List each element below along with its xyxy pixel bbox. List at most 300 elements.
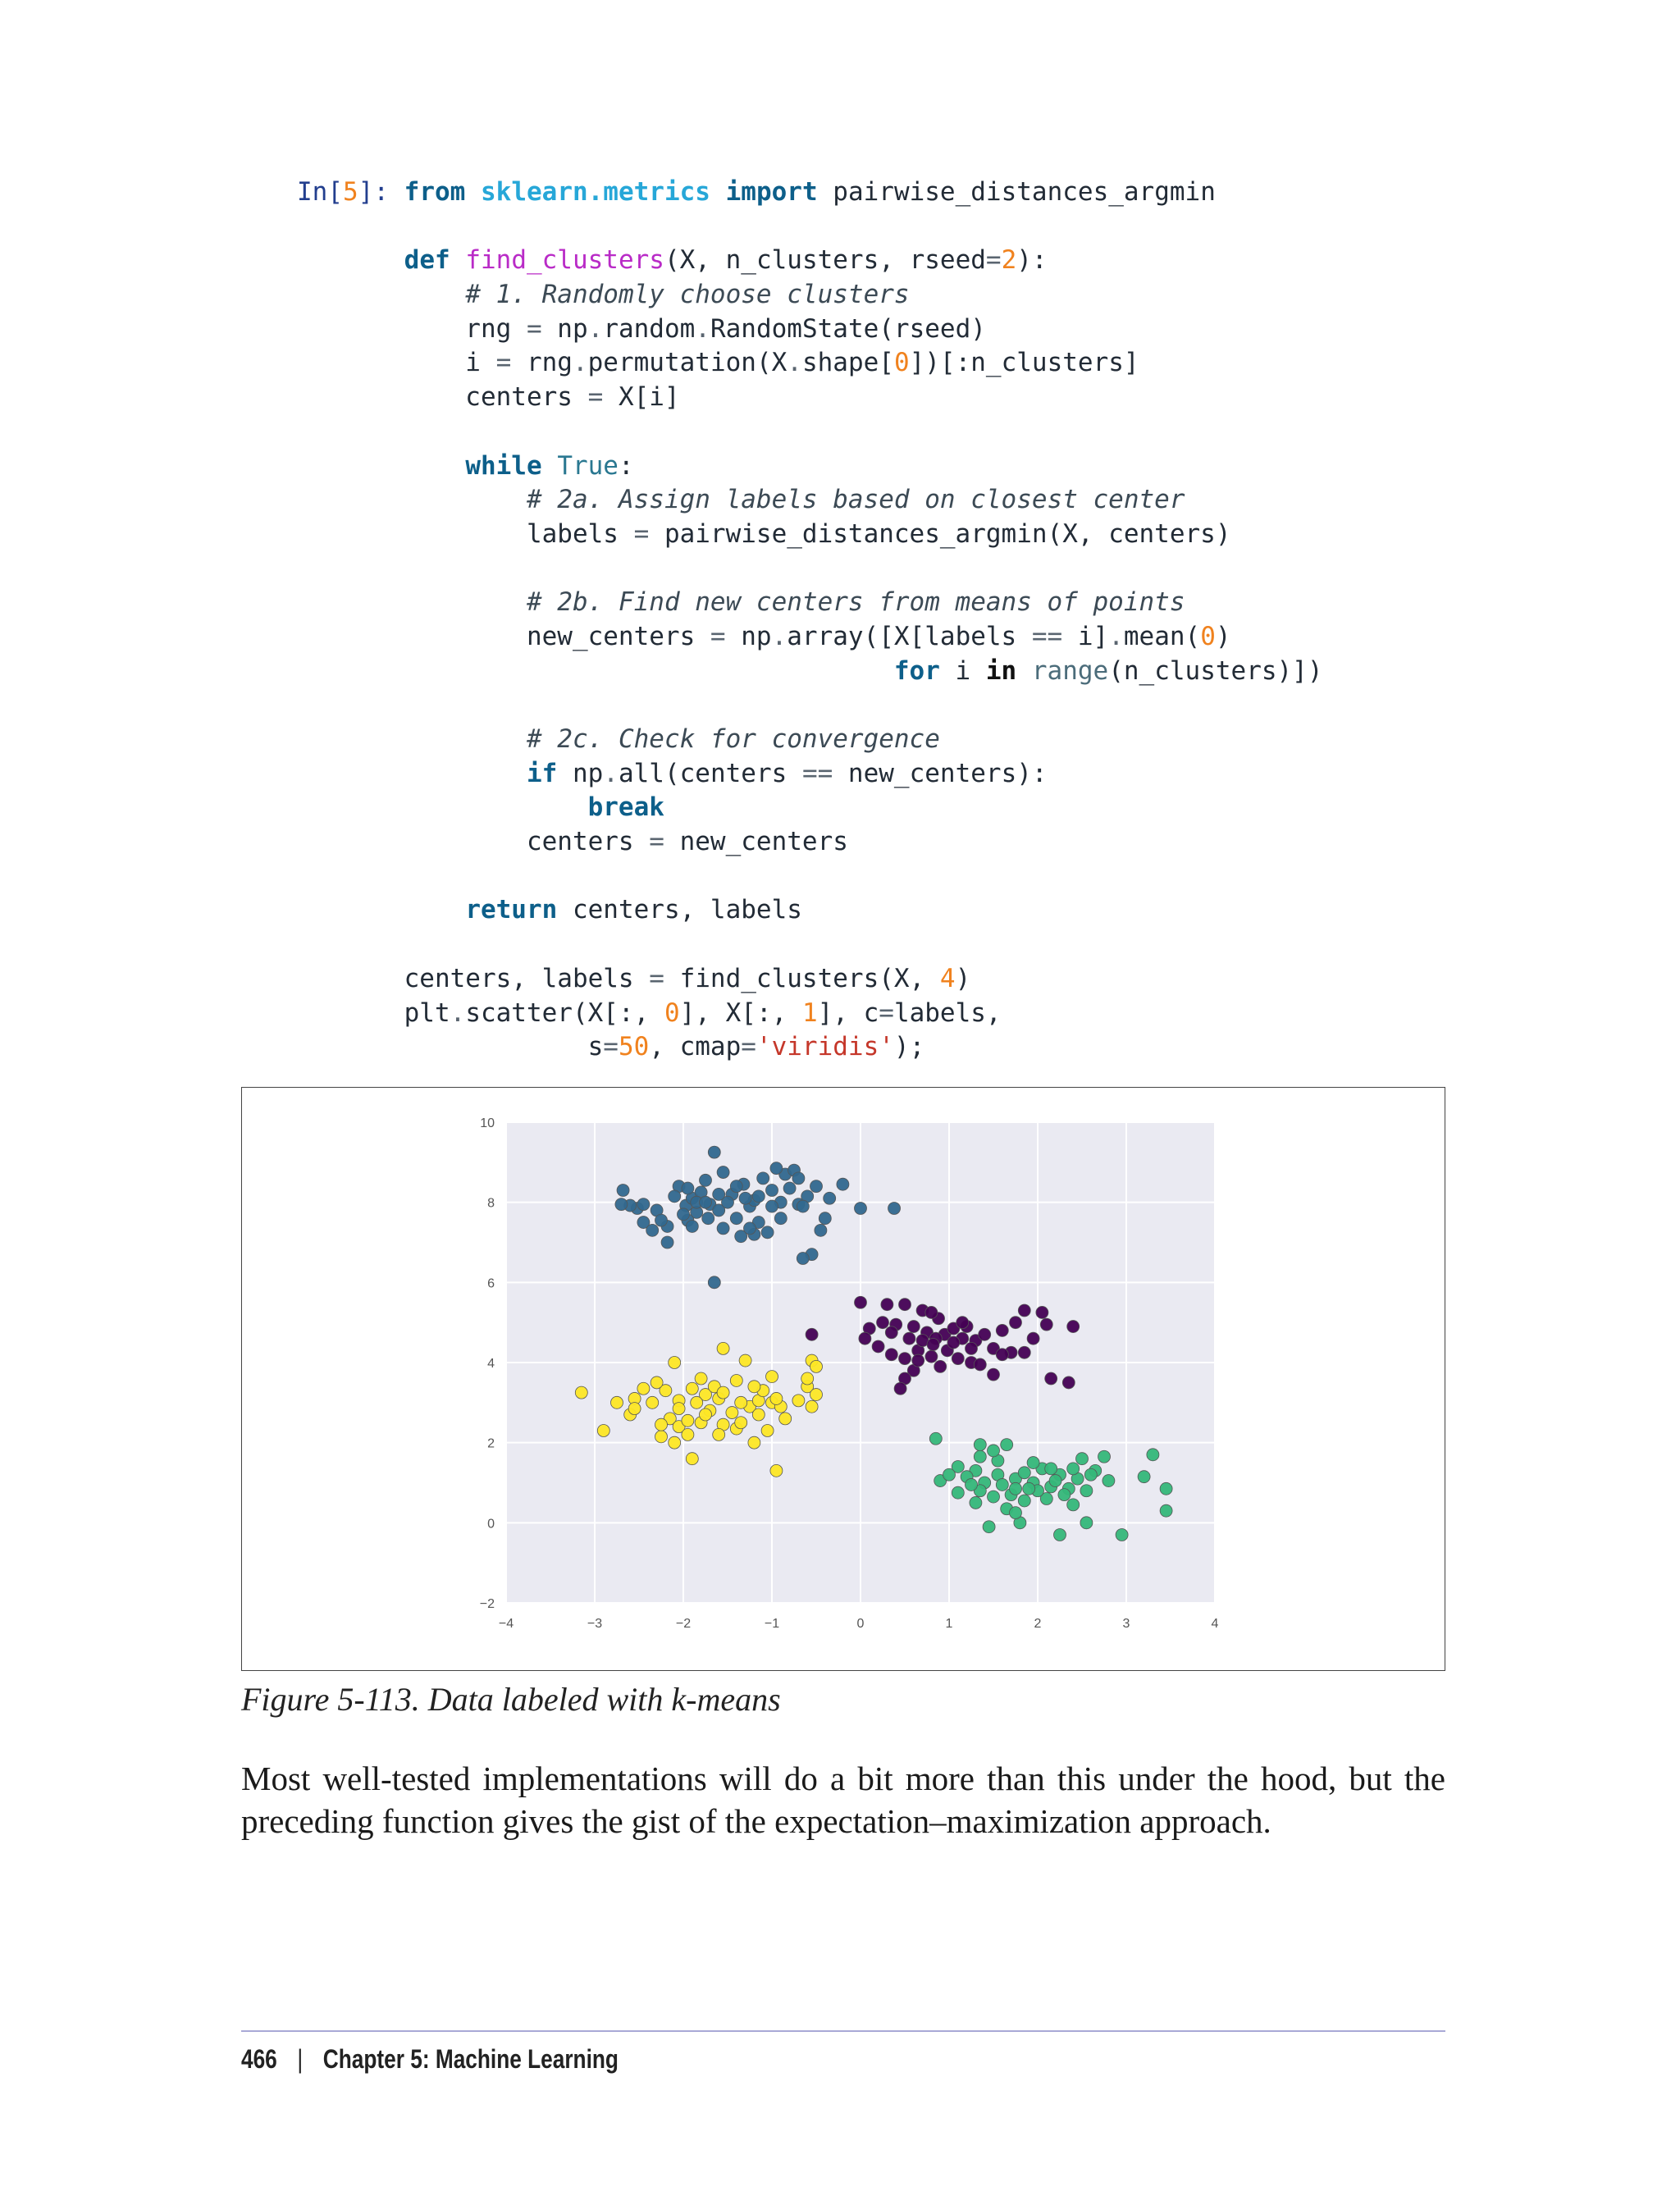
data-point (988, 1368, 1000, 1381)
code-token: centers, labels (557, 895, 802, 925)
code-line (297, 415, 1323, 450)
data-point (761, 1425, 774, 1437)
data-point (739, 1354, 751, 1367)
data-point (1116, 1528, 1128, 1541)
code-token: = (587, 382, 604, 413)
data-point (907, 1321, 920, 1333)
code-token: range (1031, 655, 1109, 686)
figure-frame (241, 1087, 1445, 1671)
y-tick-label: −2 (479, 1597, 495, 1611)
code-line (297, 346, 1323, 381)
code-line (297, 210, 1323, 244)
code-token (297, 451, 465, 481)
data-point (761, 1226, 774, 1239)
data-point (1027, 1332, 1039, 1344)
data-point (646, 1396, 659, 1408)
data-point (899, 1299, 911, 1311)
code-token: np (557, 758, 604, 788)
data-point (783, 1182, 796, 1194)
data-point (702, 1212, 714, 1225)
code-token (297, 280, 465, 309)
data-point (1045, 1463, 1057, 1475)
data-point (1102, 1475, 1115, 1487)
data-point (952, 1486, 964, 1499)
y-tick-label: 8 (487, 1196, 495, 1211)
code-token: 1 (801, 998, 818, 1028)
code-token: = (741, 1032, 756, 1062)
code-token: (n_clusters)]) (1108, 655, 1323, 686)
code-token: ], c (817, 998, 879, 1028)
code-token: = (710, 621, 726, 651)
code-token: i (297, 348, 496, 378)
data-point (682, 1428, 694, 1440)
code-token: . (603, 758, 619, 788)
y-tick-label: 0 (487, 1517, 495, 1532)
code-token: find_clusters (465, 245, 664, 276)
code-token: = (985, 245, 1002, 276)
code-token: random (603, 313, 696, 344)
code-token: . (1108, 621, 1124, 651)
data-point (730, 1374, 742, 1386)
code-token (297, 656, 894, 686)
data-point (974, 1450, 986, 1463)
data-point (1160, 1504, 1172, 1517)
data-point (1160, 1482, 1172, 1495)
data-point (770, 1162, 783, 1175)
code-token: . (695, 313, 710, 344)
data-point (708, 1146, 720, 1158)
code-token (297, 895, 465, 924)
data-point (713, 1188, 725, 1200)
data-point (824, 1192, 836, 1204)
data-point (615, 1198, 628, 1211)
data-point (770, 1464, 783, 1477)
data-point (1018, 1346, 1030, 1358)
x-tick-label: −2 (675, 1617, 692, 1631)
data-point (678, 1208, 690, 1221)
data-point (739, 1192, 751, 1204)
code-token: array([X[labels (787, 621, 1032, 651)
code-line (297, 757, 1323, 792)
data-point (988, 1491, 1000, 1503)
data-point (1067, 1499, 1080, 1511)
code-token: : (618, 450, 634, 481)
code-line (297, 655, 1323, 689)
code-line (297, 860, 1323, 894)
code-token: # 1. Randomly choose clusters (465, 280, 910, 310)
data-point (912, 1354, 924, 1367)
body-paragraph: Most well-tested implementations will do a bit more than this under the hood, but the preceding function gives the gist of the expectation–maximization approach. (241, 1760, 1445, 1840)
code-token: ); (893, 1032, 925, 1062)
code-token: 'viridis' (756, 1032, 894, 1062)
data-point (970, 1496, 982, 1509)
code-token: 2 (1001, 245, 1017, 276)
data-point (1027, 1457, 1039, 1469)
code-line (297, 928, 1323, 962)
code-token (710, 177, 726, 207)
code-token: X[i] (603, 382, 680, 413)
code-token (450, 245, 466, 275)
code-token: ): (1016, 245, 1048, 276)
code-token: for (893, 655, 940, 686)
data-point (1010, 1507, 1022, 1519)
data-point (1058, 1489, 1071, 1501)
code-line (297, 997, 1323, 1031)
data-point (927, 1339, 939, 1351)
code-cell (297, 176, 1323, 1065)
x-tick-label: −1 (764, 1617, 780, 1631)
data-point (682, 1414, 694, 1427)
code-token: 4 (939, 963, 956, 993)
code-token (1016, 656, 1032, 686)
page-number: 466 (241, 2044, 277, 2074)
code-token (297, 245, 404, 275)
y-tick-label: 2 (487, 1436, 495, 1451)
code-token: 5 (343, 177, 358, 207)
data-point (947, 1336, 960, 1349)
code-line (297, 688, 1323, 723)
data-point (700, 1196, 712, 1208)
code-token: mean( (1123, 621, 1201, 651)
data-point (855, 1202, 867, 1214)
data-point (752, 1190, 765, 1203)
data-point (792, 1172, 805, 1185)
code-line (297, 313, 1323, 347)
code-token: . (787, 348, 802, 378)
data-point (888, 1202, 901, 1214)
data-point (779, 1413, 792, 1425)
data-point (872, 1340, 884, 1353)
data-point (792, 1395, 805, 1407)
code-token: = (495, 348, 512, 378)
data-point (797, 1253, 809, 1265)
code-line (297, 1030, 1323, 1065)
data-point (691, 1396, 703, 1408)
code-token: sklearn.metrics (481, 177, 710, 207)
data-point (1018, 1495, 1030, 1507)
data-point (952, 1353, 964, 1365)
code-token (297, 724, 527, 754)
code-token: centers (297, 827, 650, 857)
data-point (1023, 1482, 1035, 1495)
data-point (974, 1358, 986, 1371)
code-token: break (587, 792, 664, 823)
code-token: RandomState(rseed) (710, 313, 986, 344)
code-token: all(centers (618, 758, 802, 788)
data-point (1018, 1467, 1030, 1479)
code-token: == (1031, 621, 1063, 651)
data-point (934, 1360, 947, 1372)
code-token: rng (297, 313, 527, 344)
code-token: labels, (893, 998, 1002, 1028)
data-point (903, 1332, 915, 1344)
data-point (713, 1428, 725, 1440)
data-point (744, 1222, 756, 1235)
data-point (929, 1432, 942, 1445)
chapter-title: Chapter 5: Machine Learning (322, 2044, 619, 2074)
code-token: 50 (618, 1032, 650, 1062)
data-point (956, 1317, 969, 1329)
x-tick-label: 3 (1122, 1617, 1130, 1631)
data-point (996, 1324, 1008, 1336)
data-point (686, 1220, 698, 1232)
code-line (297, 586, 1323, 620)
code-token: . (572, 348, 588, 378)
data-point (717, 1386, 729, 1399)
data-point (695, 1372, 707, 1385)
code-token: while (465, 450, 542, 481)
data-point (1138, 1471, 1150, 1483)
data-point (655, 1431, 668, 1443)
code-token: new_centers (664, 827, 848, 857)
code-line (297, 552, 1323, 587)
data-point (661, 1236, 673, 1249)
data-point (1147, 1449, 1159, 1461)
code-token: In[ (297, 177, 343, 207)
code-line (297, 483, 1323, 518)
code-line (297, 620, 1323, 655)
data-point (1036, 1306, 1048, 1318)
code-token: centers (297, 382, 588, 413)
data-point (611, 1396, 623, 1408)
data-point (597, 1425, 609, 1437)
data-point (770, 1392, 783, 1404)
data-point (974, 1439, 986, 1451)
code-token: pairwise_distances_argmin(X, centers) (649, 518, 1231, 549)
data-point (717, 1222, 729, 1235)
data-point (686, 1382, 698, 1395)
data-point (996, 1349, 1008, 1361)
code-token (465, 177, 481, 207)
code-token (297, 485, 527, 514)
data-point (774, 1212, 787, 1225)
data-point (1062, 1376, 1075, 1389)
data-point (1010, 1482, 1022, 1495)
code-token: ) (1215, 621, 1231, 651)
data-point (752, 1408, 765, 1421)
x-tick-label: 2 (1034, 1617, 1042, 1631)
data-point (943, 1468, 956, 1481)
data-point (651, 1376, 663, 1389)
data-point (682, 1182, 694, 1194)
code-token: , cmap (649, 1032, 742, 1062)
code-token: 0 (664, 998, 680, 1028)
data-point (617, 1185, 629, 1197)
code-token: i] (1062, 621, 1109, 651)
code-token: ]: (358, 177, 404, 207)
y-tick-label: 10 (480, 1116, 495, 1130)
data-point (628, 1403, 641, 1415)
code-token: def (404, 245, 450, 276)
data-point (1076, 1453, 1089, 1465)
data-point (766, 1185, 778, 1197)
data-point (1040, 1318, 1052, 1331)
code-line (297, 244, 1323, 278)
data-point (855, 1296, 867, 1308)
code-line (297, 962, 1323, 997)
data-point (717, 1166, 729, 1179)
data-point (730, 1212, 742, 1225)
data-point (806, 1328, 818, 1340)
code-line (297, 450, 1323, 484)
data-point (637, 1198, 650, 1211)
footer-rule (241, 2030, 1445, 2032)
code-line (297, 825, 1323, 860)
code-token: = (879, 998, 894, 1028)
code-token: True (557, 450, 619, 481)
code-token: s (297, 1032, 604, 1062)
code-token: = (526, 313, 542, 344)
code-token: = (649, 827, 664, 857)
data-point (885, 1326, 897, 1339)
data-point (575, 1386, 587, 1399)
data-point (819, 1212, 831, 1225)
data-point (766, 1371, 778, 1383)
data-point (1080, 1485, 1093, 1497)
data-point (655, 1214, 668, 1226)
code-token: labels (297, 518, 634, 549)
data-point (735, 1396, 747, 1408)
code-token: . (450, 998, 466, 1028)
data-point (815, 1224, 827, 1236)
code-token: ], X[:, (679, 998, 802, 1028)
page-footer (241, 2044, 619, 2075)
data-point (735, 1417, 747, 1429)
scatter-plot (242, 1088, 1445, 1670)
code-token (297, 587, 527, 617)
code-token: in (985, 655, 1017, 686)
data-point (979, 1328, 991, 1340)
data-point (801, 1372, 814, 1385)
code-token: i (939, 655, 986, 686)
data-point (885, 1349, 897, 1361)
code-token: shape[ (801, 348, 894, 378)
code-line (297, 893, 1323, 928)
data-point (717, 1342, 729, 1354)
code-token: 0 (1200, 621, 1216, 651)
data-point (757, 1172, 769, 1185)
y-tick-label: 6 (487, 1276, 495, 1291)
data-point (655, 1418, 668, 1431)
data-point (1018, 1304, 1030, 1317)
code-token: permutation(X (587, 348, 788, 378)
data-point (1001, 1439, 1013, 1451)
data-point (925, 1350, 938, 1363)
code-token: # 2b. Find new centers from means of points (526, 587, 1185, 618)
code-token: np (725, 621, 772, 651)
code-token: scatter(X[:, (465, 998, 664, 1028)
code-token: if (526, 758, 558, 788)
code-token: = (633, 518, 650, 549)
code-line (297, 381, 1323, 415)
code-line (297, 723, 1323, 757)
code-token: from (404, 177, 466, 207)
figure-caption: Figure 5-113. Data labeled with k-means (241, 1681, 781, 1718)
data-point (730, 1180, 742, 1193)
code-token: . (587, 313, 604, 344)
data-point (686, 1453, 698, 1465)
data-point (806, 1400, 818, 1413)
code-token: ])[:n_clusters] (909, 348, 1139, 378)
x-tick-label: 0 (856, 1617, 865, 1631)
data-point (646, 1224, 659, 1236)
data-point (894, 1382, 906, 1395)
data-point (877, 1317, 889, 1329)
data-point (669, 1436, 681, 1449)
code-token (542, 451, 558, 481)
code-token: return (465, 895, 558, 925)
data-point (810, 1389, 823, 1401)
data-point (637, 1382, 650, 1395)
data-point (1049, 1475, 1061, 1487)
code-token: == (801, 758, 833, 788)
data-point (837, 1178, 849, 1190)
data-point (983, 1521, 995, 1533)
data-point (1084, 1468, 1097, 1481)
data-point (700, 1408, 712, 1421)
data-point (708, 1276, 720, 1289)
data-point (748, 1381, 760, 1393)
data-point (996, 1478, 1008, 1491)
data-point (925, 1306, 938, 1318)
code-token: centers, labels (297, 963, 650, 993)
code-token (297, 759, 527, 788)
data-point (810, 1180, 823, 1193)
data-point (859, 1332, 871, 1344)
code-line (297, 278, 1323, 313)
code-line (297, 518, 1323, 552)
code-token: rng (511, 348, 573, 378)
code-token: 0 (893, 348, 910, 378)
data-point (1080, 1517, 1093, 1529)
code-token: np (541, 313, 588, 344)
code-token: # 2c. Check for convergence (526, 724, 940, 754)
code-token: ) (955, 963, 971, 993)
data-point (669, 1190, 681, 1203)
code-token (297, 792, 588, 822)
data-point (766, 1200, 778, 1212)
code-token: import (725, 177, 818, 207)
code-token: # 2a. Assign labels based on closest center (526, 485, 1185, 515)
code-token: plt (297, 998, 450, 1028)
data-point (748, 1436, 760, 1449)
code-token: new_centers): (833, 758, 1048, 788)
code-token: = (603, 1032, 619, 1062)
data-point (1045, 1372, 1057, 1385)
data-point (881, 1299, 893, 1311)
x-tick-label: 1 (945, 1617, 953, 1631)
data-point (966, 1342, 978, 1354)
data-point (1098, 1450, 1111, 1463)
code-token: . (771, 621, 788, 651)
code-line (297, 176, 1323, 210)
code-line (297, 791, 1323, 825)
data-point (966, 1478, 978, 1491)
data-point (700, 1174, 712, 1186)
footer-separator: | (297, 2044, 304, 2074)
x-tick-label: −3 (587, 1617, 603, 1631)
data-point (673, 1403, 685, 1415)
data-point (810, 1360, 823, 1372)
data-point (726, 1407, 738, 1419)
data-point (988, 1445, 1000, 1457)
data-point (1067, 1463, 1080, 1475)
x-tick-label: −4 (498, 1617, 514, 1631)
data-point (1067, 1321, 1080, 1333)
code-token: = (649, 963, 664, 993)
data-point (669, 1357, 681, 1369)
data-point (797, 1200, 809, 1212)
